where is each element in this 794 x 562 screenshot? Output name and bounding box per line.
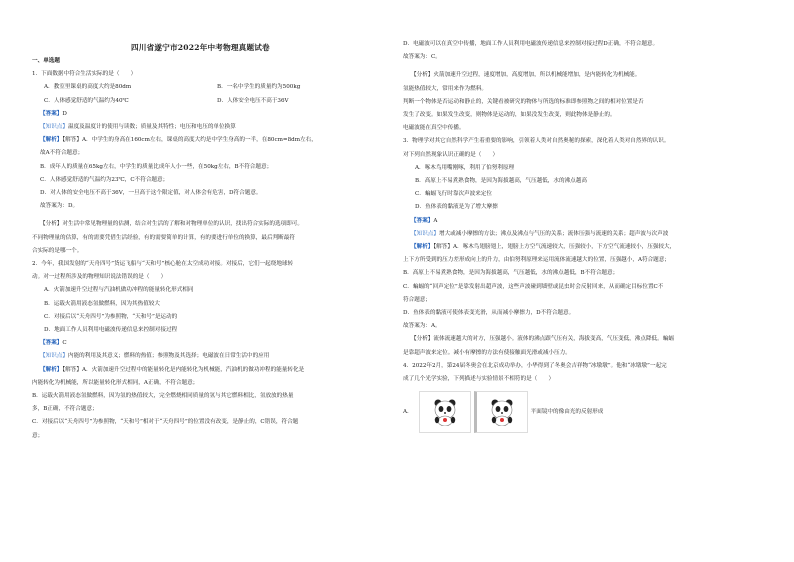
q3-option-d: D．鱼体表的黏液是为了增大摩擦 — [415, 204, 498, 211]
panda-photo-left — [419, 391, 471, 433]
q1-analysis-line: 【分析】对生活中常见物理量的估测，结合对生活的了解和对物理单位的认识，找出符合实际的选项即可。 — [40, 221, 303, 228]
q3-knowledge-point: 【知识点】增大或减小摩擦的方法；沸点及沸点与气压的关系；流体压强与流速的关系；超声波与次声波 — [411, 230, 669, 237]
q2-explanation-line: B．运载火箭用液态氢做燃料，因为氢的热值较大，完全燃烧相同质量的氢与其它燃料相比，氢放放的热量 — [32, 393, 294, 400]
q1-explanation-line: 故答案为：D。 — [40, 203, 79, 210]
q2-option-d: D．地面工作人员利用电磁波传递信息来控制对接过程 — [44, 327, 178, 334]
q1-explanation-line: 【解析】【解答】A．中学生的身高在160cm左右，课桌的高度大约是中学生身高的一半，在80cm=8dm左右， — [40, 137, 317, 144]
q3-option-c: C．蝙蝠飞行时靠次声波来定位 — [415, 191, 492, 198]
right-column — [403, 38, 763, 434]
q1-explanation-line: 故A不符合题意； — [40, 150, 84, 157]
q2-option-c: C．对接后以“天舟四号”为参照物，“天和号”是运动的 — [44, 313, 178, 320]
question-3: 对下列自然现象认识正确的是（ ） — [403, 151, 499, 158]
question-3: 3．物理学对其它自然科学产生着重要的影响，引领着人类对自然奥秘的探索，深化着人类对自然界的认识。 — [403, 138, 670, 145]
q1-explanation-line: C．人体感觉舒适的气温约为23℃，C不符合题意； — [40, 176, 169, 183]
q2-analysis-line: 【分析】火箭加速升空过程，速度增加，高度增加，所以机械能增加，是内能转化为机械能。 — [411, 72, 641, 79]
q1-option-c: C．人体感觉舒适的气温约为40℃ — [44, 97, 129, 104]
q3-explanation-line: 上下方所受到的压力差形成向上的升力，由伯努利原理来运用流体流速越大的位置，压强越小，A符合题意； — [403, 257, 670, 264]
q2-explanation-line: C．对接后以“天舟四号”为参照物，“天和号”相对于“天舟四号”的位置没有改变，是静止的，C错误，符合题 — [32, 419, 299, 426]
q1-option-b: B．一名中学生的质量约为500kg — [217, 84, 301, 91]
q2-explanation-line: 多，B正确，不符合题意； — [32, 406, 98, 413]
q1-knowledge-point: 【知识点】温度及温度计的使用与读数；质量及其特性；电压和电压的单位换算 — [40, 124, 236, 131]
q1-explanation-line: D．对人体的安全电压不高于36V，一旦高于这个限定值，对人体会有危害，D符合题意。 — [40, 190, 262, 197]
q3-answer: 【答案】A — [411, 217, 438, 224]
q2-explanation-line: 内能转化为机械能，所以能量转化形式相同，A正确，不符合题意； — [32, 379, 199, 386]
q3-option-b: B．高原上不易煮熟食物，是因为海拔越高，气压越低，水的沸点越高 — [415, 178, 587, 185]
q2-analysis-line: 判断一个物体是否运动和静止的，关键看被研究的物体与所选的标准即参照物之间的相对位置是否 — [403, 98, 644, 105]
question-2: 2．今年，我国发射的“天舟四号”货运飞船与“天和号”核心舱在太空成功对接。对接后，它们一起绕地球转 — [32, 261, 294, 268]
section-heading: 一、单选题 — [32, 58, 60, 64]
question-4: 成了几个光学实验，下列描述与实验情景不相符的是（ ） — [403, 376, 555, 383]
panda-icon — [432, 398, 458, 426]
q3-explanation-line: C．蝙蝠的“回声定位”是靠发射出超声波，这些声波碰到墙壁或昆虫时会反射回来，从而确定目标位置C不 — [403, 283, 664, 290]
q2-option-b: B．运载火箭用液态氢做燃料，因为其热值较大 — [44, 300, 160, 307]
q1-analysis-line: 合实际的是哪一个。 — [32, 247, 83, 254]
q3-explanation-line: 符合题意； — [403, 296, 431, 303]
q1-option-d: D．人体安全电压不高于36V — [217, 97, 289, 104]
q3-explanation-line: 【解析】【解答】A．啄木鸟翅膀翅上，翅膀上方空气流速较大，压强较小，下方空气流速较小，压强较大， — [411, 244, 676, 251]
q2-analysis-line: 电磁波能在真空中传播。 — [403, 125, 465, 132]
q1-explanation-line: B．成年人的质量在65kg左右，中学生的质量比成年人小一些，在50kg左右，B不符合题意； — [40, 163, 273, 170]
q3-explanation-line: B．高原上不易煮熟食物，是因为海拔越高，气压越低，水的沸点越低，B不符合题意； — [403, 270, 619, 277]
q2-analysis-line: 氢能热值较大，常用来作为燃料。 — [403, 85, 487, 92]
q3-explanation-line: D．鱼体表的黏液可使体表变光滑，从而减小摩擦力，D不符合题意。 — [403, 310, 575, 317]
q3-option-a: A．啄木鸟用嘴刚啄，利用了伯努利原理 — [415, 164, 515, 171]
panda-reflection-icon — [489, 398, 515, 426]
q4-option-a-text: 平面镜中的像由光的反射形成 — [530, 408, 604, 415]
q1-analysis-line: 不同物理量的估算，有的需要凭借生活经验，有的需要简单的计算，有的要进行单位的换算，最后判断最符 — [32, 234, 295, 241]
q4-option-a — [403, 390, 763, 434]
q2-analysis-line: 发生了改变。如果发生改变，则物体是运动的，如果没发生改变，则此物体是静止的。 — [403, 112, 616, 119]
q1-options-row-2 — [32, 95, 390, 108]
q3-analysis-line: 是靠超声波来定位。减小有摩擦的方法有使接触面光滑或减小压力。 — [403, 349, 571, 356]
q2-answer: 【答案】C — [40, 340, 67, 347]
q2-option-a: A．火箭加速升空过程与汽油机做功冲程的能量转化形式相同 — [44, 287, 194, 294]
panda-mirror-photo — [474, 391, 528, 433]
q2-explanation-line: D．电磁波可以在真空中传播，地面工作人员利用电磁波传递信息来控制对接过程D正确，不符合题意。 — [403, 41, 659, 47]
q2-explanation-line: 【解析】【解答】A．火箭加速升空过程中的能量转化是内能转化为机械能，汽油机的做功冲程的能量转化是 — [40, 366, 305, 373]
q1-option-a: A．教室里课桌的高度大约是80dm — [44, 84, 132, 91]
q2-explanation-line: 故答案为：C。 — [403, 54, 441, 61]
q1-answer: 【答案】D — [40, 110, 67, 117]
q2-knowledge-point: 【知识点】内能的利用及其意义；燃料的热值；参照物及其选择；电磁波在日常生活中的应用 — [40, 353, 270, 360]
question-4: 4．2022年2月，第24届冬奥会在北京成功举办，小华得到了冬奥会吉祥物“冰墩墩”。他和“冰墩墩”一起完 — [403, 362, 667, 369]
left-column — [32, 55, 390, 443]
q4-option-a-label: A． — [403, 408, 413, 415]
page-title: 四川省遂宁市2022年中考物理真题试卷 — [131, 43, 270, 52]
q3-analysis-line: 【分析】流体流速越大的对方，压强越小。液体的沸点跟气压有关，海拔变高，气压变低，沸点降低。蝙蝠 — [411, 336, 674, 343]
q3-explanation-line: 故答案为：A。 — [403, 323, 441, 330]
q2-explanation-line: 意； — [32, 432, 44, 439]
question-1: 1．下面数据中符合生活实际的是（ ） — [32, 71, 137, 78]
q1-options-row-1 — [32, 81, 390, 94]
question-2: 动。对一过程所涉及的物理知识说法错误的是（ ） — [32, 274, 167, 281]
